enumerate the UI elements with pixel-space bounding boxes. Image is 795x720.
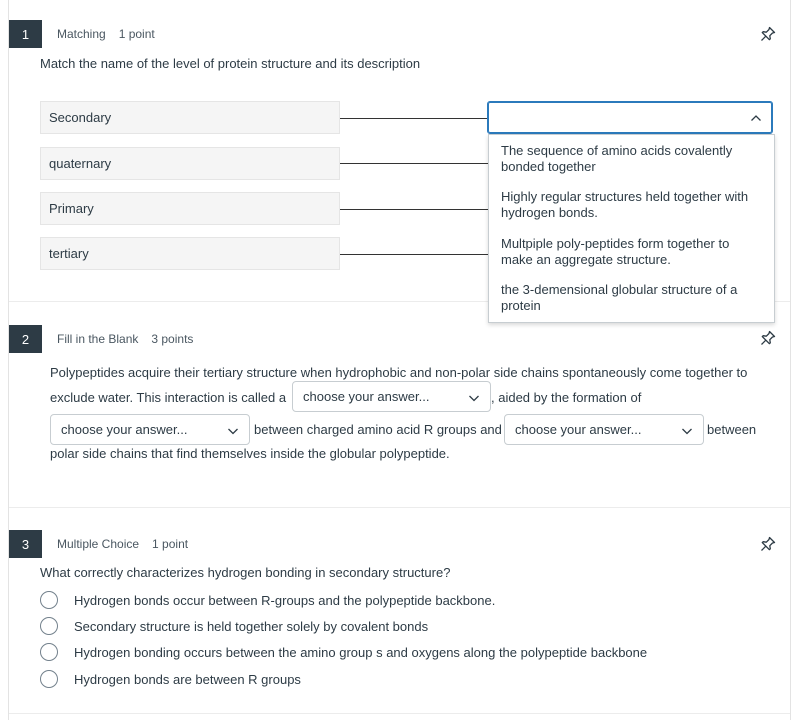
question-type: Multiple Choice <box>57 537 140 551</box>
question-number-badge: 1 <box>9 20 42 48</box>
blank-select-2[interactable] <box>50 414 250 445</box>
chevron-down-icon <box>227 425 239 437</box>
question-prompt: What correctly characterizes hydrogen bonding in secondary structure? <box>40 565 451 580</box>
question-type: Matching <box>57 27 106 41</box>
dropdown-option[interactable]: Highly regular structures held together with hydrogen bonds. <box>501 189 749 220</box>
question-meta <box>57 332 193 346</box>
radio-button[interactable] <box>40 617 58 635</box>
question-points: 1 point <box>118 27 155 41</box>
pin-icon[interactable] <box>760 26 776 42</box>
question-prompt: Match the name of the level of protein structure and its description <box>40 56 421 71</box>
match-answer-select[interactable] <box>487 101 773 134</box>
frame-border-left <box>8 0 9 720</box>
chevron-down-icon <box>468 392 480 404</box>
question-points: 1 point <box>152 537 189 551</box>
mc-choice[interactable] <box>40 591 495 609</box>
match-options-dropdown <box>488 134 775 323</box>
fib-text-line: polar side chains that find themselves inside the globular polypeptide. <box>50 446 450 461</box>
fib-text-line: between charged amino acid R groups and <box>254 422 502 437</box>
fib-text-line: , aided by the formation of <box>491 390 642 405</box>
pin-icon[interactable] <box>760 330 776 346</box>
mc-choice-label: Hydrogen bonds occur between R-groups and the polypeptide backbone. <box>74 592 496 608</box>
chevron-up-icon <box>750 112 762 124</box>
fib-text-line: Polypeptides acquire their tertiary structure when hydrophobic and non-polar side chains spontaneously come together to <box>50 365 748 380</box>
mc-choice-label: Hydrogen bonds are between R groups <box>74 671 301 687</box>
mc-choice[interactable] <box>40 643 647 661</box>
question-divider <box>9 507 790 508</box>
question-divider <box>9 713 790 714</box>
fib-text-line: between <box>707 422 757 437</box>
match-item: quaternary <box>40 147 340 180</box>
frame-border-right <box>790 0 791 720</box>
question-meta <box>57 27 155 41</box>
dropdown-option[interactable]: The sequence of amino acids covalently bonded together <box>501 143 733 174</box>
question-meta <box>57 537 188 551</box>
match-connector-line <box>340 254 488 255</box>
chevron-down-icon <box>681 425 693 437</box>
dropdown-option[interactable]: the 3-demensional globular structure of a protein <box>501 282 738 313</box>
match-item: Secondary <box>40 101 340 134</box>
question-type: Fill in the Blank <box>57 332 139 346</box>
blank-placeholder: choose your answer... <box>303 389 430 404</box>
blank-select-1[interactable] <box>292 381 491 412</box>
radio-button[interactable] <box>40 591 58 609</box>
match-item: tertiary <box>40 237 340 270</box>
mc-choice[interactable] <box>40 670 301 688</box>
dropdown-option[interactable]: Multpiple poly-peptides form together to make an aggregate structure. <box>501 236 730 267</box>
mc-choice-label: Secondary structure is held together solely by covalent bonds <box>74 618 429 634</box>
question-points: 3 points <box>151 332 194 346</box>
question-number-badge: 2 <box>9 325 42 353</box>
blank-placeholder: choose your answer... <box>61 422 188 437</box>
radio-button[interactable] <box>40 670 58 688</box>
mc-choice[interactable] <box>40 617 428 635</box>
blank-select-3[interactable] <box>504 414 704 445</box>
match-connector-line <box>340 209 488 210</box>
question-number-badge: 3 <box>9 530 42 558</box>
match-item: Primary <box>40 192 340 225</box>
match-connector-line <box>340 163 488 164</box>
match-connector-line <box>340 118 488 119</box>
blank-placeholder: choose your answer... <box>515 422 642 437</box>
pin-icon[interactable] <box>760 536 776 552</box>
fib-text-line: exclude water. This interaction is called a <box>50 390 287 405</box>
mc-choice-label: Hydrogen bonding occurs between the amino group s and oxygens along the polypeptide backbone <box>74 644 648 660</box>
radio-button[interactable] <box>40 643 58 661</box>
